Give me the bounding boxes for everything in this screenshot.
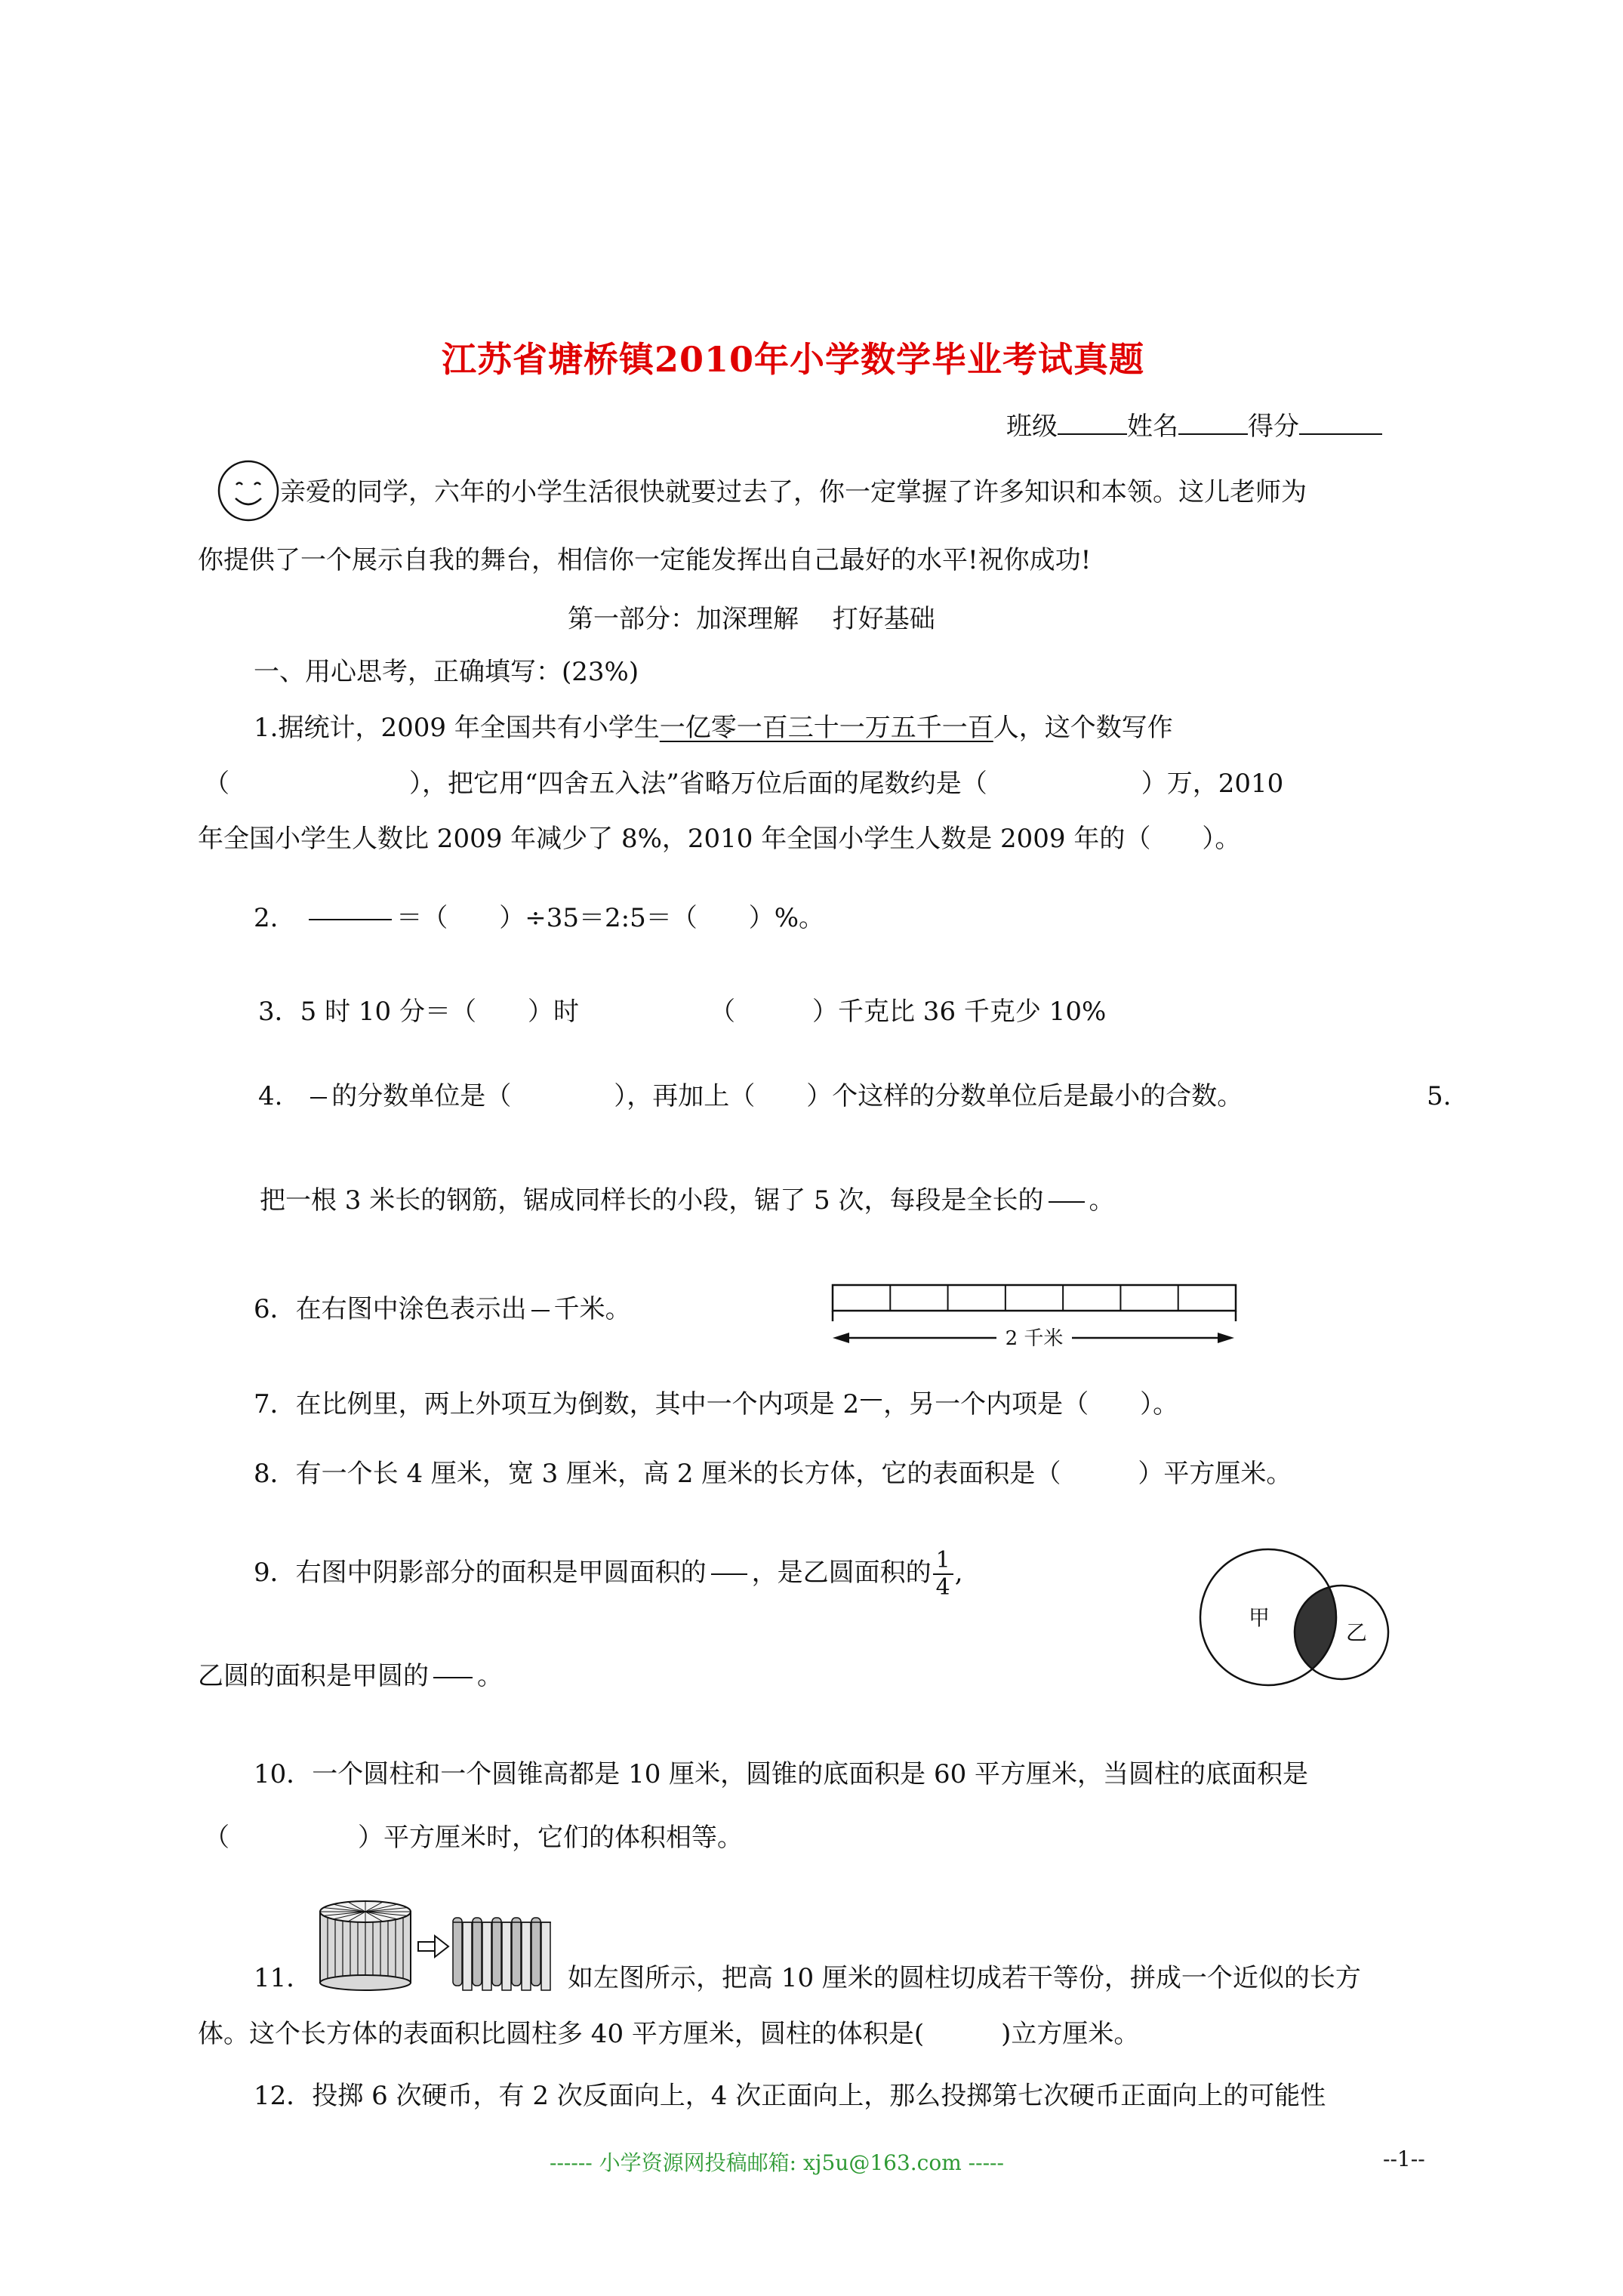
q9-fraction-blank-a[interactable] (711, 1573, 747, 1575)
q1-underlined-number: 一亿零一百三十一万五千一百 (659, 713, 993, 743)
q9-fraction-numerator: 1 (933, 1548, 953, 1575)
q4-number: 4. (258, 1081, 283, 1111)
question-11-number: 11． (254, 1963, 313, 1993)
cylinder-to-cuboid-diagram (316, 1895, 565, 1993)
name-blank[interactable] (1178, 408, 1248, 435)
q2-fraction-blank[interactable] (309, 919, 392, 920)
question-9-line-2 (198, 1658, 503, 1694)
name-label: 姓名 (1127, 411, 1178, 442)
smiley-face-icon (217, 459, 280, 522)
cuboid-icon (453, 1918, 551, 1990)
q1-suffix: 人，这个数写作 (993, 713, 1173, 743)
question-1-line-1 (254, 710, 1173, 746)
question-1-line-3: 年全国小学生人数比 2009 年减少了 8%，2010 年全国小学生人数是 2009 年的（ ）。 (198, 824, 1241, 854)
q9-fraction (933, 1548, 953, 1601)
ruler-label: 2 千米 (1005, 1327, 1064, 1350)
q7-fraction-blank[interactable] (861, 1399, 882, 1401)
question-8: 8．有一个长 4 厘米，宽 3 厘米，高 2 厘米的长方体，它的表面积是（ ）平方厘米。 (254, 1459, 1292, 1489)
ruler-diagram (827, 1276, 1242, 1351)
question-11-line-1: 如左图所示，把高 10 厘米的圆柱切成若干等份，拼成一个近似的长方 (568, 1963, 1361, 1993)
score-blank[interactable] (1299, 408, 1382, 435)
overlapping-circles-diagram (1185, 1540, 1397, 1699)
q9-text-b: ，是乙圆面积的 (751, 1558, 932, 1588)
q1-prefix: 1.据统计，2009 年全国共有小学生 (254, 713, 660, 743)
q7-text-b: ，另一个内项是（ ）。 (883, 1389, 1179, 1419)
q9-text-c: 乙圆的面积是甲圆的 (198, 1661, 429, 1691)
class-blank[interactable] (1058, 408, 1127, 435)
question-10-line-2: （ ）平方厘米时，它们的体积相等。 (204, 1823, 743, 1853)
part-heading: 第一部分：加深理解 打好基础 (568, 604, 935, 634)
q9-end: 。 (477, 1661, 503, 1691)
q4-fraction-blank[interactable] (310, 1097, 327, 1099)
circle-yi-label: 乙 (1346, 1620, 1368, 1645)
q9-fraction-denominator: 4 (935, 1574, 950, 1601)
q9-text-a: 9．右图中阴影部分的面积是甲圆面积的 (254, 1558, 707, 1588)
q5-fraction-blank[interactable] (1049, 1201, 1085, 1203)
q6-fraction-blank[interactable] (531, 1310, 550, 1311)
question-3b: （ ）千克比 36 千克少 10% (710, 997, 1107, 1027)
q7-text-a: 7．在比例里，两上外项互为倒数，其中一个内项是 2 (254, 1389, 860, 1419)
q2-text: ＝（ ）÷35＝2:5＝（ ）%。 (396, 903, 825, 933)
intro-line-1: 亲爱的同学，六年的小学生活很快就要过去了，你一定掌握了许多知识和本领。这儿老师为 (280, 477, 1307, 507)
question-5 (260, 1182, 1115, 1219)
circle-jia-label: 甲 (1249, 1605, 1270, 1630)
question-2 (254, 900, 824, 936)
question-7 (254, 1386, 1178, 1422)
question-5-number: 5. (1427, 1081, 1452, 1111)
arrow-right-icon (418, 1936, 448, 1957)
q6-text-a: 6．在右图中涂色表示出 (254, 1294, 527, 1324)
page-title: 江苏省塘桥镇2010年小学数学毕业考试真题 (442, 339, 1145, 380)
q4-text: 的分数单位是（ ），再加上（ ）个这样的分数单位后是最小的合数。 (331, 1081, 1243, 1111)
question-4 (258, 1078, 1243, 1114)
q2-number: 2. (254, 903, 279, 933)
cylinder-icon (320, 1901, 411, 1990)
question-1-line-2: （ ），把它用“四舍五入法”省略万位后面的尾数约是（ ）万，2010 (204, 769, 1284, 799)
q5-text: 把一根 3 米长的钢筋，锯成同样长的小段，锯了 5 次，每段是全长的 (260, 1185, 1044, 1216)
intro-line-2: 你提供了一个展示自我的舞台，相信你一定能发挥出自己最好的水平!祝你成功! (198, 545, 1092, 575)
q6-text-b: 千米。 (553, 1294, 631, 1324)
q9-fraction-blank-b[interactable] (433, 1677, 473, 1678)
q5-end: 。 (1089, 1185, 1115, 1216)
section-heading: 一、用心思考，正确填写：(23%) (254, 657, 639, 687)
ruler-bar (833, 1285, 1236, 1311)
question-11-line-2: 体。这个长方体的表面积比圆柱多 40 平方厘米，圆柱的体积是( )立方厘米。 (198, 2019, 1140, 2049)
question-12-line-1: 12．投掷 6 次硬币，有 2 次反面向上，4 次正面向上，那么投掷第七次硬币正面向上的可能性 (254, 2081, 1326, 2111)
page-number: --1-- (1383, 2147, 1425, 2171)
class-label: 班级 (1006, 411, 1058, 442)
footer-text: ------ 小学资源网投稿邮箱: xj5u@163.com ----- (550, 2150, 1004, 2175)
question-3a: 3．5 时 10 分＝（ ）时 (258, 997, 579, 1027)
question-10-line-1: 10．一个圆柱和一个圆锥高都是 10 厘米，圆锥的底面积是 60 平方厘米，当圆柱的底面积是 (254, 1759, 1309, 1789)
score-label: 得分 (1248, 411, 1299, 442)
header-fields (1006, 408, 1382, 445)
question-9-line-1: 9．右图中阴影部分的面积是甲圆面积的 ，是乙圆面积的 $\frac{1}{4}$ , (254, 1547, 963, 1601)
question-6 (254, 1291, 631, 1327)
